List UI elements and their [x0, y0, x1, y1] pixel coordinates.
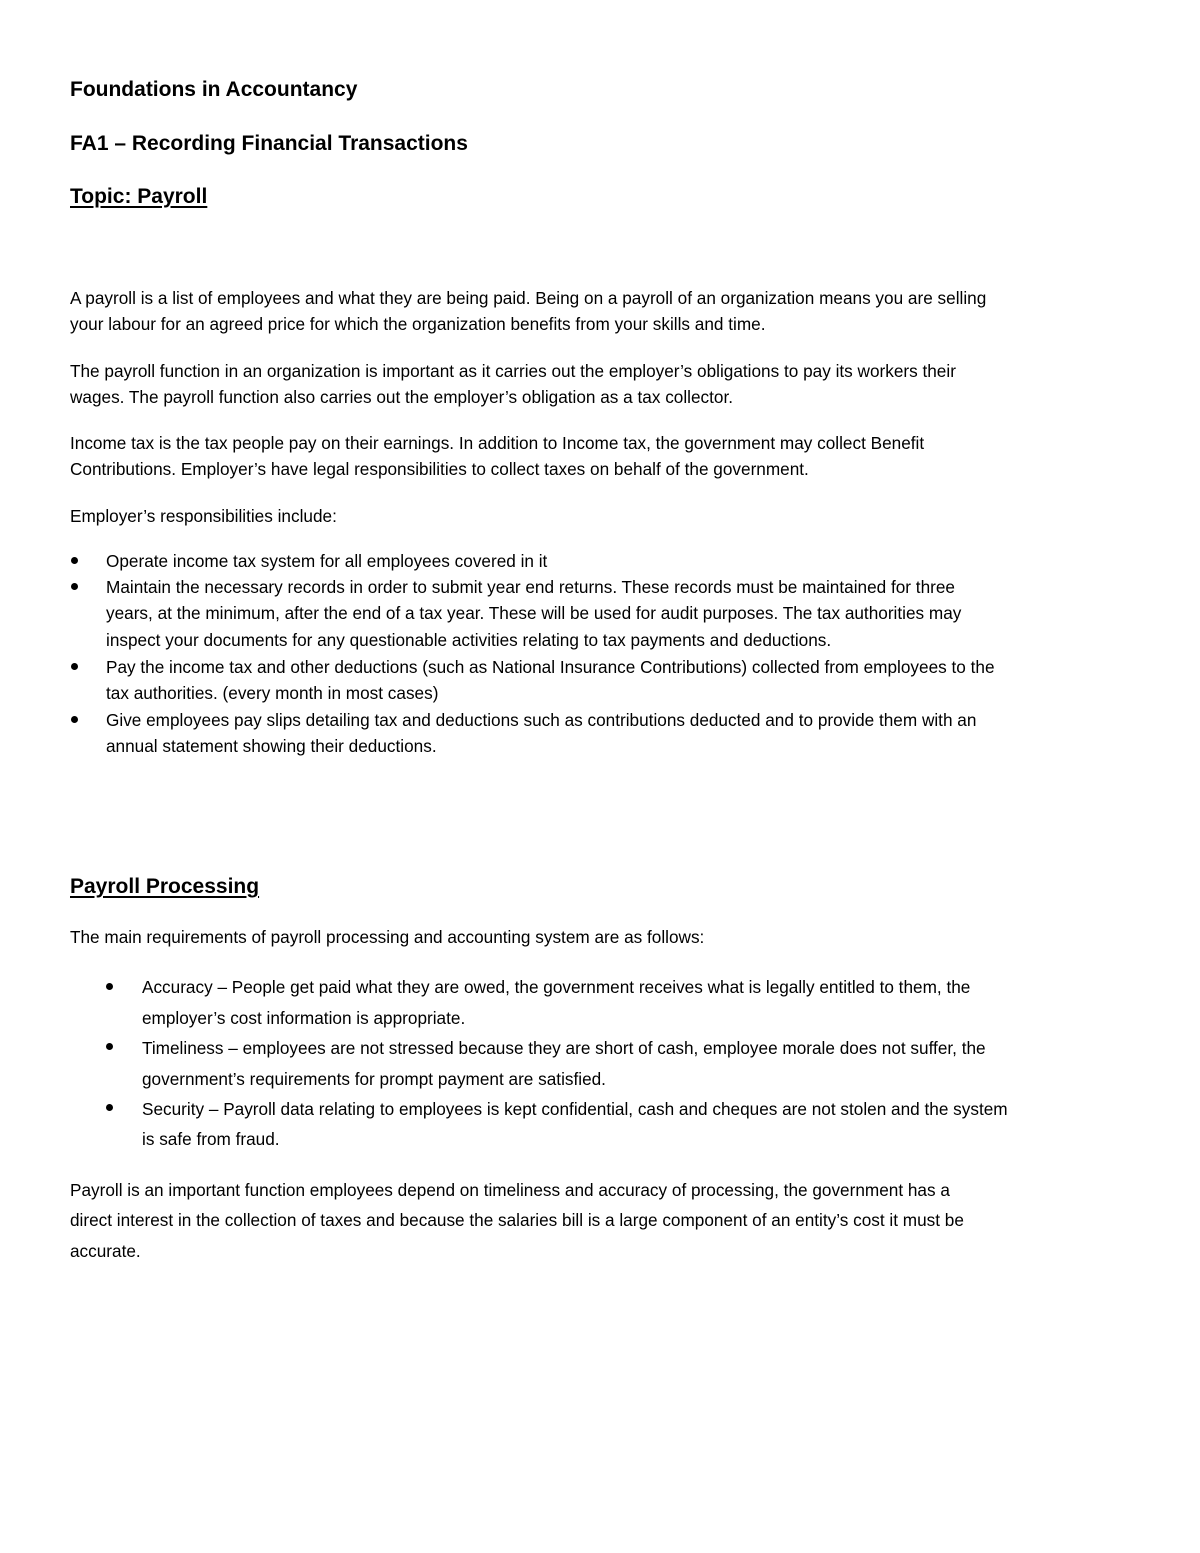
intro-paragraph-2-line-2: wages. The payroll function also carries out the employer’s obligation as a tax collector. [70, 387, 734, 407]
bullet-icon [106, 983, 113, 990]
bullet-icon [71, 583, 78, 590]
list-item-line: Security – Payroll data relating to employees is kept confidential, cash and cheques are not stolen and the system [142, 1099, 1008, 1119]
bullet-icon [71, 716, 78, 723]
intro-paragraph-1-line-2: your labour for an agreed price for which the organization benefits from your skills and time. [70, 314, 766, 334]
list-item-line: Accuracy – People get paid what they are owed, the government receives what is legally entitled to them, the [142, 977, 971, 997]
list-item-line: Timeliness – employees are not stressed because they are short of cash, employee morale does not suffer, the [142, 1038, 986, 1058]
topic-heading: Topic: Payroll [70, 185, 208, 208]
list-item-line: annual statement showing their deductions. [106, 736, 437, 756]
course-title: Foundations in Accountancy [70, 78, 358, 101]
intro-paragraph-2-line-1: The payroll function in an organization is important as it carries out the employer’s obligations to pay its workers their [70, 361, 956, 381]
bullet-icon [71, 663, 78, 670]
bullet-icon [106, 1104, 113, 1111]
list-item-line: inspect your documents for any questionable activities relating to tax payments and deductions. [106, 630, 832, 650]
intro-paragraph-4-line-1: Employer’s responsibilities include: [70, 506, 337, 526]
list-item-line: Pay the income tax and other deductions (such as National Insurance Contributions) collected from employees to the [106, 657, 995, 677]
closing-paragraph-line: Payroll is an important function employees depend on timeliness and accuracy of processing, the government has a [70, 1180, 950, 1200]
intro-paragraph-3-line-1: Income tax is the tax people pay on their earnings. In addition to Income tax, the government may collect Benefit [70, 433, 925, 453]
module-title: FA1 – Recording Financial Transactions [70, 132, 468, 155]
list-item-line: Operate income tax system for all employees covered in it [106, 551, 548, 571]
processing-intro: The main requirements of payroll processing and accounting system are as follows: [70, 927, 705, 947]
bullet-icon [71, 557, 78, 564]
list-item-line: government’s requirements for prompt payment are satisfied. [142, 1069, 606, 1089]
closing-paragraph-line: direct interest in the collection of taxes and because the salaries bill is a large component of an entity’s cost it must be [70, 1210, 964, 1230]
closing-paragraph-line: accurate. [70, 1241, 141, 1261]
intro-paragraph-1-line-1: A payroll is a list of employees and what they are being paid. Being on a payroll of an organization means you are selling [70, 288, 987, 308]
list-item-line: tax authorities. (every month in most cases) [106, 683, 439, 703]
intro-paragraph-3-line-2: Contributions. Employer’s have legal responsibilities to collect taxes on behalf of the government. [70, 459, 809, 479]
list-item-line: is safe from fraud. [142, 1129, 280, 1149]
processing-heading: Payroll Processing [70, 875, 260, 898]
list-item-line: employer’s cost information is appropriate. [142, 1008, 466, 1028]
list-item-line: years, at the minimum, after the end of a tax year. These will be used for audit purposes. The tax authorities may [106, 603, 962, 623]
list-item-line: Give employees pay slips detailing tax and deductions such as contributions deducted and to provide them with an [106, 710, 977, 730]
list-item-line: Maintain the necessary records in order to submit year end returns. These records must be maintained for three [106, 577, 955, 597]
bullet-icon [106, 1043, 113, 1050]
